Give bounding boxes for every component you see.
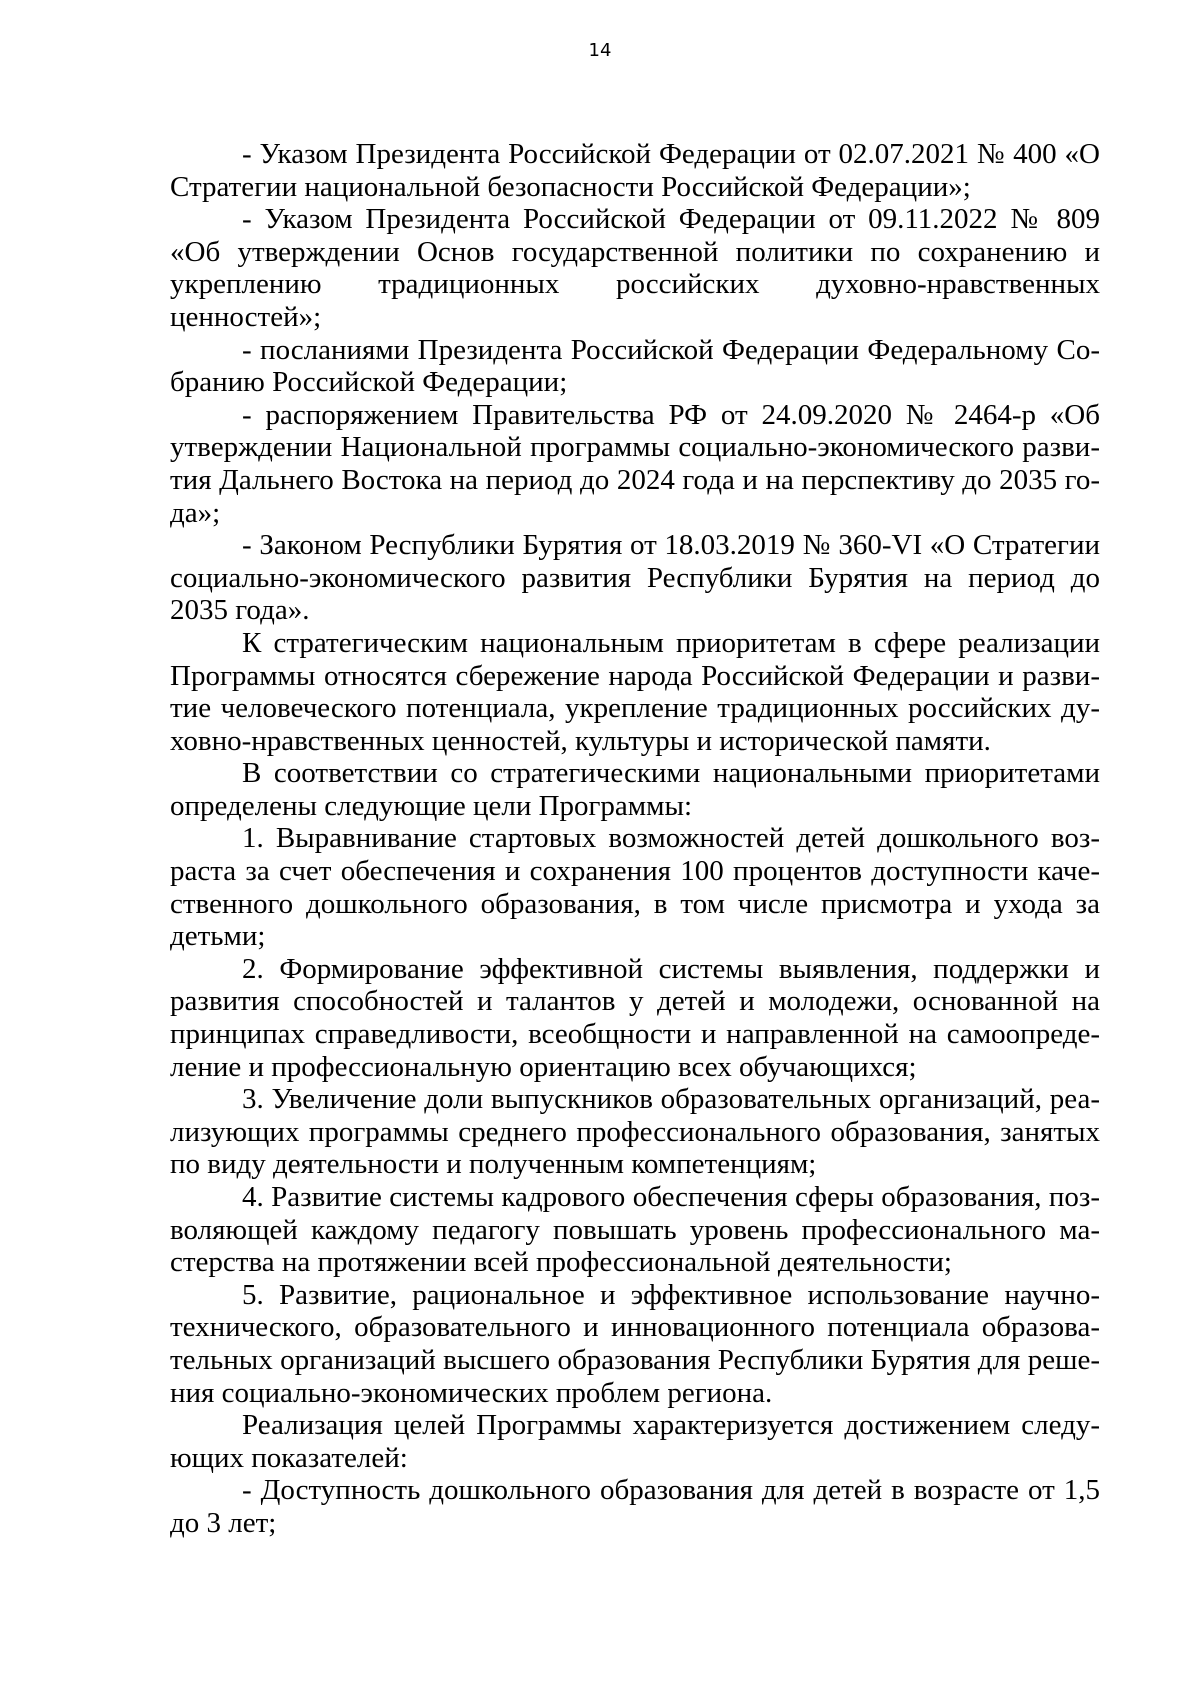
paragraph-presidential-messages: - посланиями Президента Российской Федерации Федеральному Собранию Российской Федерации; (170, 333, 1100, 399)
paragraph-goals-intro: В соответствии со стратегическими национальными приоритетами определены следующие цели Программы: (170, 757, 1100, 822)
paragraph-strategic-priorities: К стратегическим национальным приоритетам в сфере реализации Программы относятся сбережение народа Российской Федерации и развитие человеческого потенциала, укрепление традиционных российских духовно-нравственных ценностей, культуры и исторической памяти. (170, 626, 1100, 757)
document-body (170, 138, 1100, 1540)
paragraph-decree-809: - Указом Президента Российской Федерации от 09.11.2022 № 809 «Об утверждении Основ государственной политики по сохранению и укреплению традиционных российских духовно-нравственных ценностей»; (170, 203, 1100, 333)
paragraph-decree-400: - Указом Президента Российской Федерации от 02.07.2021 № 400 «О Стратегии национальной безопасности Российской Федерации»; (170, 138, 1100, 203)
paragraph-indicator-preschool-access: - Доступность дошкольного образования для детей в возрасте от 1,5 до 3 лет; (170, 1474, 1100, 1539)
paragraph-law-360-vi: - Законом Республики Бурятия от 18.03.2019 № 360-VI «О Стратегии социально-экономического развития Республики Бурятия на период до 2035 года». (170, 529, 1100, 627)
paragraph-government-order-2464: - распоряжением Правительства РФ от 24.09.2020 № 2464-р «Об утверждении Национальной программы социально-экономического развития Дальнего Востока на период до 2024 года и на перспективу до 2035 года»; (170, 398, 1100, 529)
paragraph-goal-3: 3. Увеличение доли выпускников образовательных организаций, реализующих программы среднего профессионального образования, занятых по виду деятельности и полученным компетенциям; (170, 1083, 1100, 1181)
paragraph-goal-4: 4. Развитие системы кадрового обеспечения сферы образования, позволяющей каждому педагогу повышать уровень профессионального мастерства на протяжении всей профессиональной деятельности; (170, 1181, 1100, 1279)
paragraph-goal-2: 2. Формирование эффективной системы выявления, поддержки и развития способностей и талантов у детей и молодежи, основанной на принципах справедливости, всеобщности и направленной на самоопределение и профессиональную ориентацию всех обучающихся; (170, 952, 1100, 1083)
paragraph-indicators-intro: Реализация целей Программы характеризуется достижением следующих показателей: (170, 1409, 1100, 1474)
paragraph-goal-5: 5. Развитие, рациональное и эффективное использование научно-технического, образовательного и инновационного потенциала образовательных организаций высшего образования Республики Бурятия для решения социально-экономических проблем региона. (170, 1278, 1100, 1409)
page-number: 14 (588, 40, 612, 61)
paragraph-goal-1: 1. Выравнивание стартовых возможностей детей дошкольного возраста за счет обеспечения и сохранения 100 процентов доступности качественного дошкольного образования, в том числе присмотра и ухода за детьми; (170, 822, 1100, 953)
